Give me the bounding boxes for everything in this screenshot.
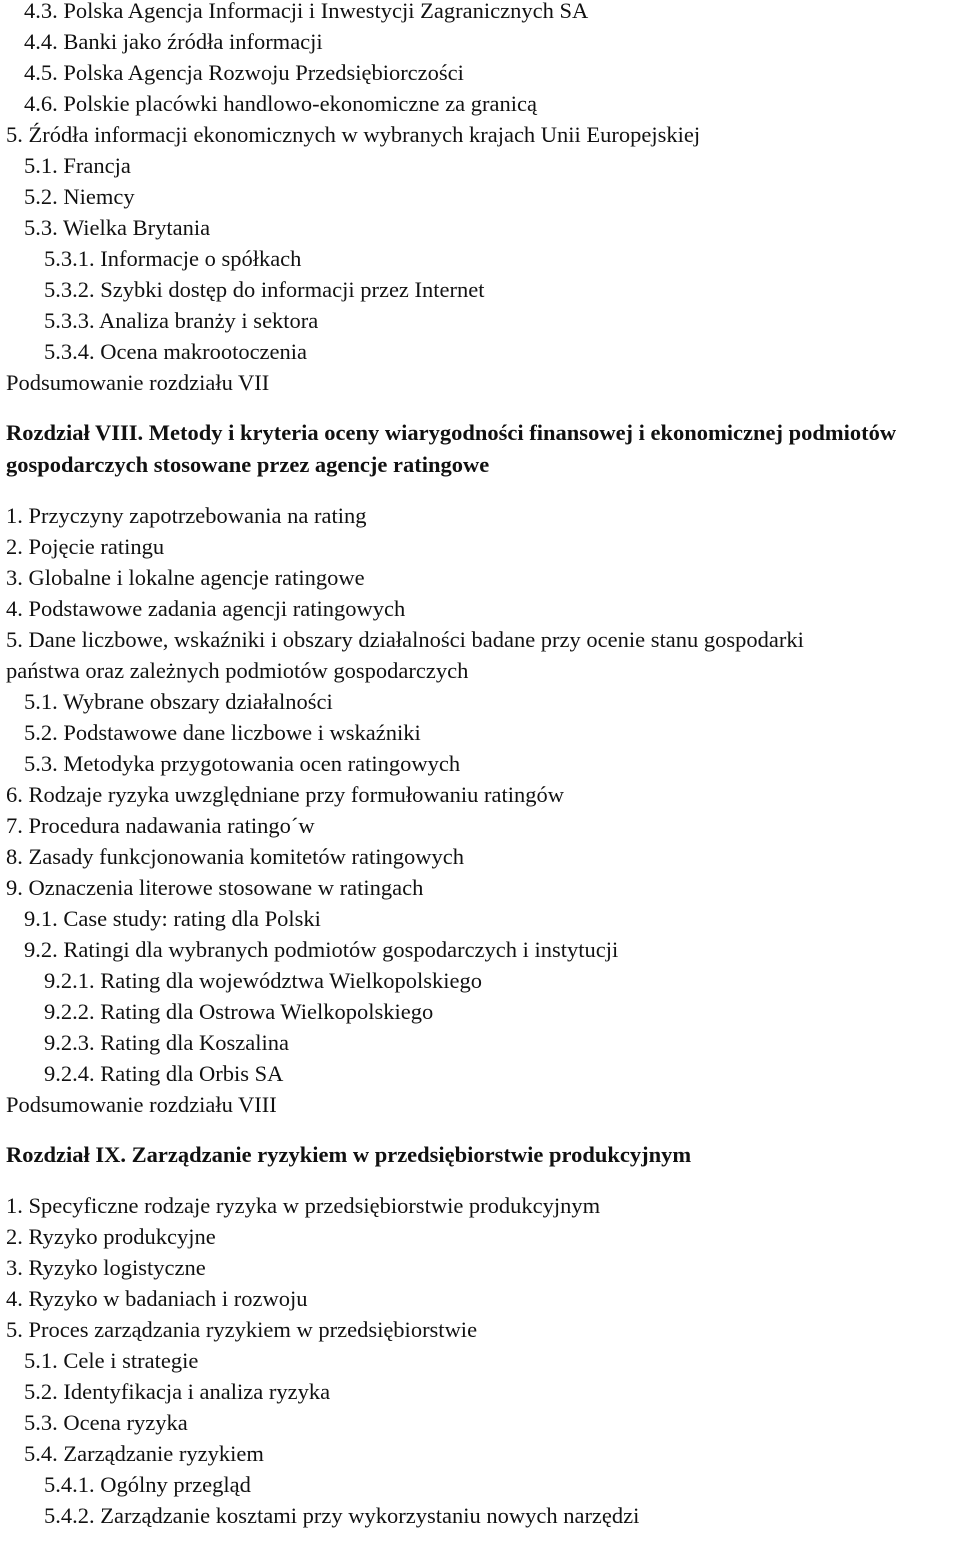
toc-entry: 4. Ryzyko w badaniach i rozwoju <box>6 1286 308 1311</box>
toc-summary: Podsumowanie rozdziału VIII <box>6 1092 277 1117</box>
toc-entry: 9.2.1. Rating dla województwa Wielkopolskiego <box>44 968 482 993</box>
toc-entry: 9.2.4. Rating dla Orbis SA <box>44 1061 284 1086</box>
toc-entry-continuation: państwa oraz zależnych podmiotów gospodarczych <box>6 658 469 683</box>
toc-entry: 5.3.1. Informacje o spółkach <box>44 246 302 271</box>
toc-entry: 5.4.2. Zarządzanie kosztami przy wykorzystaniu nowych narzędzi <box>44 1503 640 1528</box>
toc-entry: 5.3.2. Szybki dostęp do informacji przez Internet <box>44 277 485 302</box>
toc-entry: 7. Procedura nadawania ratingo´w <box>6 813 315 838</box>
toc-entry: 6. Rodzaje ryzyka uwzględniane przy formułowaniu ratingów <box>6 782 564 807</box>
toc-entry: 1. Specyficzne rodzaje ryzyka w przedsiębiorstwie produkcyjnym <box>6 1193 601 1218</box>
toc-entry: 4.5. Polska Agencja Rozwoju Przedsiębiorczości <box>24 60 464 85</box>
toc-entry: 3. Globalne i lokalne agencje ratingowe <box>6 565 365 590</box>
toc-entry: 5.3.3. Analiza branży i sektora <box>44 308 319 333</box>
toc-section-chapter8 <box>0 417 960 1120</box>
toc-entry: 2. Ryzyko produkcyjne <box>6 1224 216 1249</box>
toc-entry: 9.2.3. Rating dla Koszalina <box>44 1030 289 1055</box>
toc-entry: 1. Przyczyny zapotrzebowania na rating <box>6 503 367 528</box>
toc-entry: 9.1. Case study: rating dla Polski <box>24 906 321 931</box>
toc-entry: 9.2. Ratingi dla wybranych podmiotów gospodarczych i instytucji <box>24 937 619 962</box>
chapter-heading: Rozdział IX. Zarządzanie ryzykiem w przedsiębiorstwie produkcyjnym <box>6 1142 692 1167</box>
toc-entry: 5.3.4. Ocena makrootoczenia <box>44 339 308 364</box>
toc-entry: 5.3. Wielka Brytania <box>24 215 211 240</box>
toc-summary: Podsumowanie rozdziału VII <box>6 370 270 395</box>
toc-entry: 9. Oznaczenia literowe stosowane w ratingach <box>6 875 424 900</box>
toc-entry: 5.4. Zarządzanie ryzykiem <box>24 1441 264 1466</box>
toc-entry: 5.2. Niemcy <box>24 184 135 209</box>
chapter-heading: Rozdział VIII. Metody i kryteria oceny wiarygodności finansowej i ekonomicznej podmiotów gospodarczych stosowane przez agencje ratingowe <box>6 420 897 477</box>
toc-entry: 4.3. Polska Agencja Informacji i Inwestycji Zagranicznych SA <box>24 0 589 23</box>
toc-entry: 4.4. Banki jako źródła informacji <box>24 29 323 54</box>
toc-section-chapter9 <box>0 1139 960 1531</box>
toc-entry: 3. Ryzyko logistyczne <box>6 1255 206 1280</box>
toc-entry: 2. Pojęcie ratingu <box>6 534 165 559</box>
toc-entry: 5.2. Podstawowe dane liczbowe i wskaźniki <box>24 720 421 745</box>
toc-entry: 5. Źródła informacji ekonomicznych w wybranych krajach Unii Europejskiej <box>6 122 701 147</box>
toc-entry: 5.2. Identyfikacja i analiza ryzyka <box>24 1379 331 1404</box>
toc-entry: 5.3. Metodyka przygotowania ocen ratingowych <box>24 751 461 776</box>
toc-entry: 8. Zasady funkcjonowania komitetów ratingowych <box>6 844 465 869</box>
toc-entry: 5. Proces zarządzania ryzykiem w przedsiębiorstwie <box>6 1317 478 1342</box>
toc-entry: 4.6. Polskie placówki handlowo-ekonomiczne za granicą <box>24 91 537 116</box>
toc-entry: 5.1. Wybrane obszary działalności <box>24 689 333 714</box>
toc-entry: 5.4.1. Ogólny przegląd <box>44 1472 251 1497</box>
toc-entry: 9.2.2. Rating dla Ostrowa Wielkopolskiego <box>44 999 434 1024</box>
toc-entry: 5.1. Cele i strategie <box>24 1348 199 1373</box>
toc-entry: 4. Podstawowe zadania agencji ratingowych <box>6 596 406 621</box>
toc-entry: 5.3. Ocena ryzyka <box>24 1410 188 1435</box>
toc-section-chapter7-tail <box>0 0 960 398</box>
toc-entry: 5.1. Francja <box>24 153 131 178</box>
toc-entry: 5. Dane liczbowe, wskaźniki i obszary działalności badane przy ocenie stanu gospodarki <box>6 627 804 652</box>
